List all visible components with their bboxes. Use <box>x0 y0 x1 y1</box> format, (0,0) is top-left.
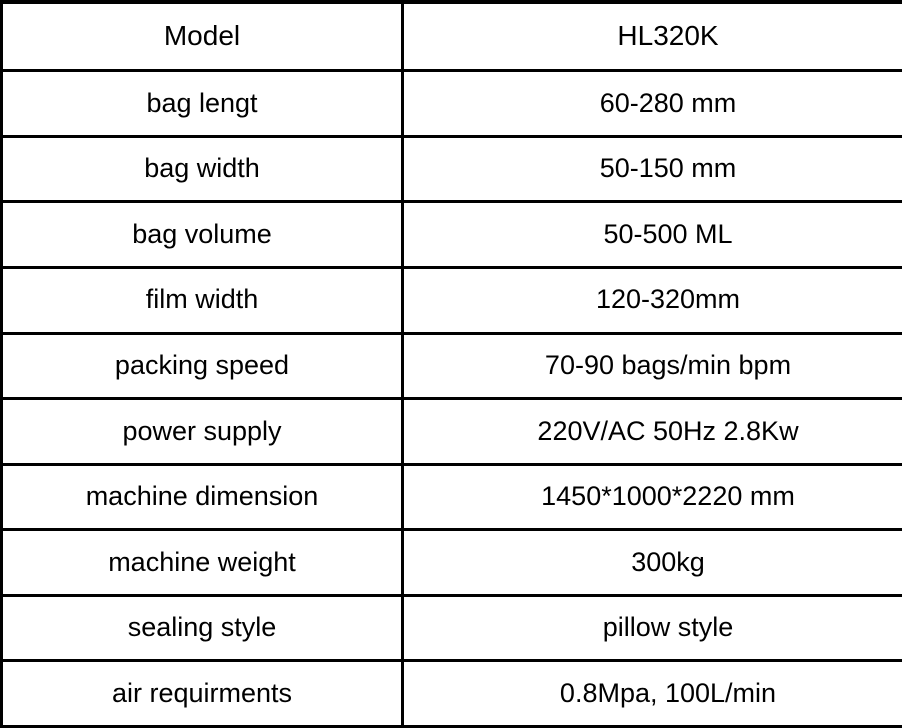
table-row <box>2 399 902 465</box>
table-row <box>2 530 902 596</box>
spec-label: Model <box>2 2 403 71</box>
spec-label: sealing style <box>2 595 403 661</box>
table-row <box>2 71 902 137</box>
spec-value: 0.8Mpa, 100L/min <box>403 661 902 727</box>
spec-label: machine weight <box>2 530 403 596</box>
table-row <box>2 595 902 661</box>
spec-value: 120-320mm <box>403 267 902 333</box>
spec-value: 50-500 ML <box>403 202 902 268</box>
spec-label: film width <box>2 267 403 333</box>
spec-label: bag volume <box>2 202 403 268</box>
spec-value: 1450*1000*2220 mm <box>403 464 902 530</box>
table-row <box>2 661 902 727</box>
table-row <box>2 267 902 333</box>
spec-label: packing speed <box>2 333 403 399</box>
spec-label: machine dimension <box>2 464 403 530</box>
specifications-table-body <box>2 2 902 727</box>
table-row <box>2 464 902 530</box>
spec-value: 70-90 bags/min bpm <box>403 333 902 399</box>
spec-value: HL320K <box>403 2 902 71</box>
spec-label: air requirments <box>2 661 403 727</box>
spec-value: 60-280 mm <box>403 71 902 137</box>
spec-label: bag width <box>2 136 403 202</box>
table-row <box>2 202 902 268</box>
spec-value: 50-150 mm <box>403 136 902 202</box>
spec-value: 300kg <box>403 530 902 596</box>
table-row <box>2 136 902 202</box>
spec-label: power supply <box>2 399 403 465</box>
spec-value: pillow style <box>403 595 902 661</box>
spec-label: bag lengt <box>2 71 403 137</box>
spec-value: 220V/AC 50Hz 2.8Kw <box>403 399 902 465</box>
table-row <box>2 2 902 71</box>
table-row <box>2 333 902 399</box>
